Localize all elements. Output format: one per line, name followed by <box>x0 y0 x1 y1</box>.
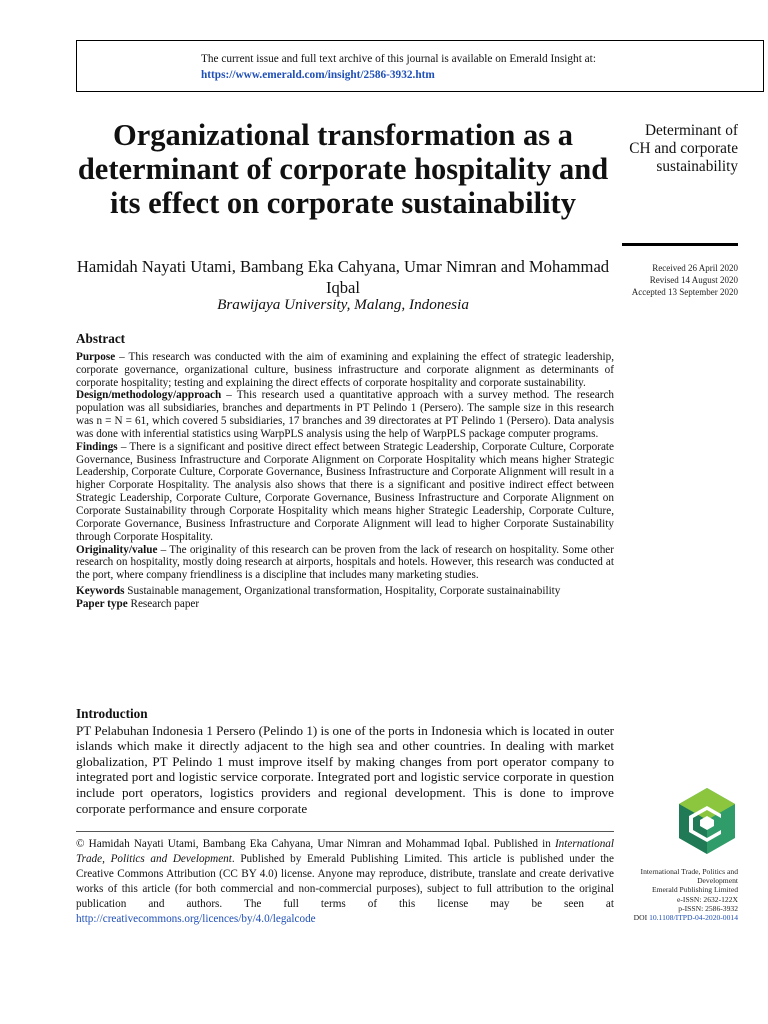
introduction-section <box>76 706 614 816</box>
accepted-date: Accepted 13 September 2020 <box>631 287 738 297</box>
abstract-design <box>76 389 614 440</box>
article-title: Organizational transformation as a determinant of corporate hospitality and its effect on corporate sustainability <box>77 118 609 220</box>
pissn: p-ISSN: 2586-3932 <box>678 903 738 913</box>
journal-info <box>612 867 738 922</box>
abstract-purpose <box>76 351 614 390</box>
originality-text: – The originality of this research can be proven from the lack of research on hospitality. Some other research on hospitality, mostly doing research at airports, hospitals and hotels. However, this research was conducted at the port, where company friendliness is a discipline that includes many marketing studies. <box>76 543 614 582</box>
license-link[interactable]: http://creativecommons.org/licences/by/4.0/legalcode <box>76 913 316 926</box>
findings-label: Findings <box>76 440 118 453</box>
received-date: Received 26 April 2020 <box>652 263 738 273</box>
article-dates <box>612 262 738 298</box>
abstract-findings <box>76 441 614 544</box>
journal-name-line1: International Trade, Politics and <box>640 867 738 876</box>
abstract-section <box>76 333 614 611</box>
running-head: Determinant of CH and corporate sustainability <box>629 122 738 175</box>
eissn: e-ISSN: 2632-122X <box>677 894 738 904</box>
paper-type-label: Paper type <box>76 597 128 610</box>
paper-type-line <box>76 598 614 611</box>
running-head-rule <box>622 243 738 246</box>
doi-line <box>612 913 738 922</box>
design-label: Design/methodology/approach <box>76 389 222 402</box>
publisher-name: Emerald Publishing Limited <box>651 885 738 895</box>
introduction-text: PT Pelabuhan Indonesia 1 Persero (Pelindo 1) is one of the ports in Indonesia which is located in outer islands which make it directly adjacent to the high sea and other countries. In dealing with market globalization, PT Pelindo 1 must improve itself by making changes from port operator company to integrated port and logistic service corporate. Integrated port and logistic service corporate in question include port operators, logistics providers and regional development. This is done to improve corporate performance and ensure corporate <box>76 722 614 816</box>
footnote-divider <box>76 831 614 832</box>
doi-label: DOI <box>633 913 650 923</box>
footnote-text-1: © Hamidah Nayati Utami, Bambang Eka Cahyana, Umar Nimran and Mohammad Iqbal. Published in <box>76 838 555 850</box>
keywords-label: Keywords <box>76 585 125 598</box>
keywords-text: Sustainable management, Organizational transformation, Hospitality, Corporate sustainainability <box>124 585 561 598</box>
journal-logo-icon <box>676 786 738 856</box>
keywords-line <box>76 585 614 598</box>
author-affiliation: Brawijaya University, Malang, Indonesia <box>217 296 469 313</box>
copyright-footnote <box>76 837 614 928</box>
doi-link[interactable]: 10.1108/ITPD-04-2020-0014 <box>649 913 738 923</box>
design-text: – This research used a quantitative approach with a survey method. The research population was all subsidiaries, branches and departments in PT Pelindo 1 (Persero). The sample size in this research was n = N = 61, which covered 5 subsidiaries, 17 branches and 39 directorates at PT Pelindo 1 (Persero). Data analysis was done with inferential statistics using WarpPLS analysis using the help of WarpPLS package computer programs. <box>76 389 614 440</box>
paper-type-text: Research paper <box>127 597 200 610</box>
journal-access-box <box>76 40 764 92</box>
introduction-heading: Introduction <box>76 706 148 721</box>
journal-name-line2: Development <box>697 876 738 886</box>
revised-date: Revised 14 August 2020 <box>649 275 738 285</box>
purpose-label: Purpose <box>76 350 116 363</box>
journal-url-link[interactable]: https://www.emerald.com/insight/2586-3932.htm <box>201 69 435 81</box>
footnote-text-2: . Published by Emerald Publishing Limited. This article is published under the Creative Commons Attribution (CC BY 4.0) license. Anyone may reproduce, distribute, translate and create derivative works of this article (for both commercial and non-commercial purposes), subject to full attribution to the original publication and authors. The full terms of this license may be seen at <box>76 853 614 911</box>
findings-text: – There is a significant and positive direct effect between Strategic Leadership, Corporate Culture, Corporate Governance, Business Infrastructure and Corporate Alignment on Corporate Hospitality which means higher Strategic Leadership, Corporate Culture, Corporate Governance, Business Infrastructure and Corporate Alignment will result in a higher Corporate Hospitality. The analysis also shows that there is a significant and positive indirect effect between Strategic Leadership, Corporate Culture, Corporate Governance, Business Infrastructure and Corporate Alignment on Corporate Sustainability through Corporate Hospitality which means higher Strategic Leadership, Corporate Culture, Corporate Governance, Business Infrastructure and Corporate Alignment will lead to higher Corporate Sustainability through Corporate Hospitality. <box>76 440 614 543</box>
originality-label: Originality/value <box>76 543 158 556</box>
abstract-heading: Abstract <box>76 331 126 346</box>
footnote-journal-name: International Trade, Politics and Development <box>76 838 614 866</box>
abstract-originality <box>76 544 614 583</box>
access-notice: The current issue and full text archive of this journal is available on Emerald Insight at: <box>201 53 596 65</box>
author-list: Hamidah Nayati Utami, Bambang Eka Cahyana, Umar Nimran and Mohammad Iqbal <box>76 257 610 297</box>
purpose-text: – This research was conducted with the aim of examining and explaining the effect of strategic leadership, corporate governance, organizational culture, business infrastructure and corporate alignment as determinants of corporate hospitality; testing and explaining the direct effects of corporate hospitality and corporate sustainability. <box>76 350 614 389</box>
